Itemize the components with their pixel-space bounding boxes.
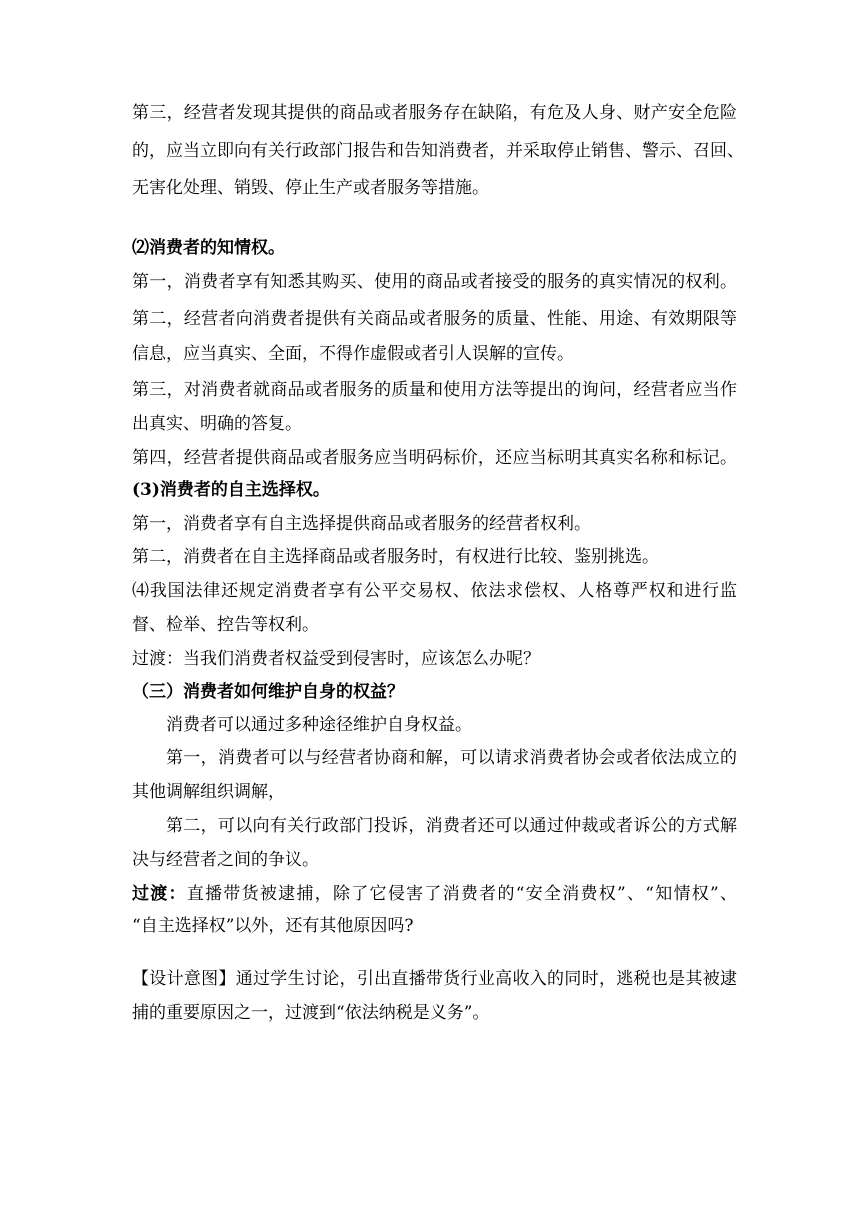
design-intent-line: 捕的重要原因之一，过渡到“依法纳税是义务”。 <box>132 1003 490 1023</box>
text-line: 第二，经营者向消费者提供有关商品或者服务的质量、性能、用途、有效期限等 <box>132 309 737 329</box>
text-line: 第二，可以向有关行政部门投诉，消费者还可以通过仲裁或者诉公的方式解 <box>166 816 737 836</box>
text-line: 督、检举、控告等权利。 <box>132 615 319 635</box>
transition-label: 过渡： <box>132 884 187 904</box>
section-heading: （三）消费者如何维护自身的权益？ <box>132 682 404 702</box>
text-line <box>132 883 737 905</box>
text-line: “自主选择权”以外，还有其他原因吗? <box>132 916 414 936</box>
section-heading: ⑵消费者的知情权。 <box>132 238 285 258</box>
design-intent-line: 【设计意图】通过学生讨论，引出直播带货行业高收入的同时，逃税也是其被逮 <box>132 969 737 989</box>
text-line: 出真实、明确的答复。 <box>132 414 302 434</box>
text-line: 过渡：当我们消费者权益受到侵害时，应该怎么办呢？ <box>132 649 540 669</box>
text-line: 的，应当立即向有关行政部门报告和告知消费者，并采取停止销售、警示、召回、 <box>132 141 744 161</box>
section-heading: (3)消费者的自主选择权。 <box>132 480 330 500</box>
text-line: 第三，经营者发现其提供的商品或者服务存在缺陷，有危及人身、财产安全危险 <box>132 103 737 123</box>
text-line: 信息，应当真实、全面，不得作虚假或者引人误解的宣传。 <box>132 344 574 364</box>
transition-text: 直播带货被逮捕，除了它侵害了消费者的“安全消费权”、“知情权”、 <box>186 884 738 904</box>
text-line: 第三，对消费者就商品或者服务的质量和使用方法等提出的询问，经营者应当作 <box>132 380 737 400</box>
text-line: 无害化处理、销毁、停止生产或者服务等措施。 <box>132 178 489 198</box>
text-line: 消费者可以通过多种途径维护自身权益。 <box>166 715 472 735</box>
text-line: 第四，经营者提供商品或者服务应当明码标价，还应当标明其真实名称和标记。 <box>132 448 737 468</box>
text-line: ⑷我国法律还规定消费者享有公平交易权、依法求偿权、人格尊严权和进行监 <box>132 581 737 601</box>
text-line: 第一，消费者享有知悉其购买、使用的商品或者接受的服务的真实情况的权利。 <box>132 272 737 292</box>
text-line: 决与经营者之间的争议。 <box>132 850 319 870</box>
text-line: 第一，消费者享有自主选择提供商品或者服务的经营者权利。 <box>132 514 591 534</box>
text-line: 第一，消费者可以与经营者协商和解，可以请求消费者协会或者依法成立的 <box>166 748 737 768</box>
text-line: 其他调解组织调解， <box>132 782 285 802</box>
text-line: 第二，消费者在自主选择商品或者服务时，有权进行比较、鉴别挑选。 <box>132 547 659 567</box>
